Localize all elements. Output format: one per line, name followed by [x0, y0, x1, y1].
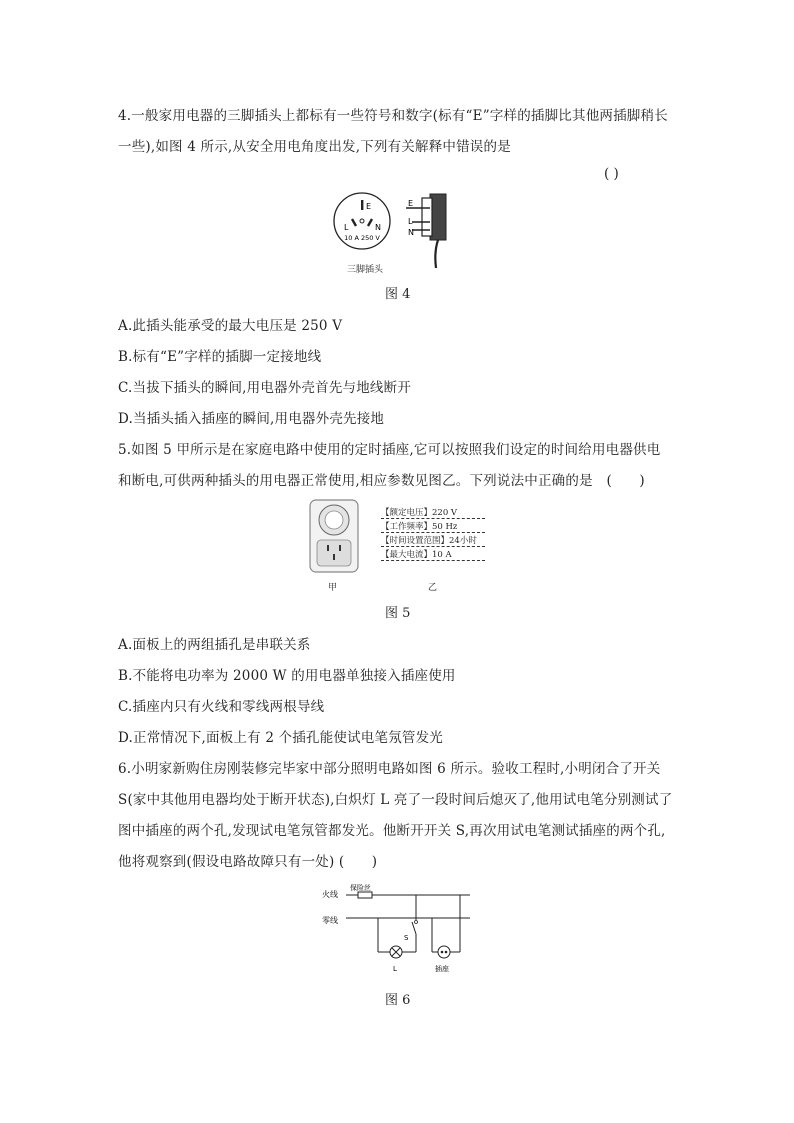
socket-hole-left: [441, 951, 444, 954]
q4-option-a: A.此插头能承受的最大电压是 250 V: [118, 318, 343, 334]
pin-e: [361, 200, 363, 210]
q5-stem-line2: 和断电,可供两种插头的用电器正常使用,相应参数见图乙。下列说法中正确的是 ( ): [118, 473, 645, 489]
param-divider-1: [381, 518, 485, 519]
q6-stem-line4: 他将观察到(假设电路故障只有一处) ( ): [118, 854, 378, 870]
param-divider-3: [381, 546, 485, 547]
q4-stem-line2: 一些),如图 4 所示,从安全用电角度出发,下列有关解释中错误的是: [118, 139, 511, 155]
pin-l: [352, 219, 356, 226]
plug-cord: [435, 240, 438, 268]
side-label-e: E: [408, 199, 414, 208]
side-label-n: N: [408, 228, 414, 237]
q5-option-b: B.不能将电功率为 2000 W 的用电器单独接入插座使用: [118, 668, 456, 684]
label-fuse: 保险丝: [350, 884, 371, 892]
plug-rating: 10 A 250 V: [344, 234, 380, 242]
plug-label-n: N: [375, 223, 381, 232]
pin-n: [368, 219, 372, 226]
q5-option-c: C.插座内只有火线和零线两根导线: [118, 699, 325, 715]
fuse: [358, 892, 372, 898]
figure-4-caption: 图 4: [385, 287, 411, 302]
label-neutral-wire: 零线: [322, 916, 338, 925]
q5-stem-line1: 5.如图 5 甲所示是在家庭电路中使用的定时插座,它可以按照我们设定的时间给用电器供电: [118, 442, 661, 458]
plug-label-l: L: [344, 223, 349, 232]
q6-stem-line1: 6.小明家新购住房刚装修完毕家中部分照明电路如图 6 所示。验收工程时,小明闭合了开关: [118, 761, 661, 777]
label-lamp: L: [393, 965, 397, 973]
q4-option-b: B.标有“E”字样的插脚一定接地线: [118, 349, 322, 365]
param-voltage: 【额定电压】220 V: [381, 508, 458, 518]
socket-hole-2: [339, 545, 341, 551]
param-max-current: 【最大电流】10 A: [381, 550, 452, 560]
q4-stem-line1: 4.一般家用电器的三脚插头上都标有一些符号和数字(标有“E”字样的插脚比其他两插脚稍长: [118, 108, 668, 124]
plug-label-e: E: [366, 202, 372, 211]
socket-hole-1: [327, 545, 329, 551]
side-label-l: L: [408, 217, 413, 226]
socket-hole-3: [333, 554, 335, 560]
figure-6-circuit: [320, 880, 480, 976]
label-yi: 乙: [428, 583, 438, 593]
q4-option-c: C.当拔下插头的瞬间,用电器外壳首先与地线断开: [118, 380, 412, 396]
figure-6-caption: 图 6: [385, 993, 411, 1008]
q4-option-d: D.当插头插入插座的瞬间,用电器外壳先接地: [118, 411, 385, 427]
label-switch: S: [404, 934, 409, 942]
socket-panel: [317, 540, 351, 566]
q5-option-d: D.正常情况下,面板上有 2 个插孔能使试电笔氖管发光: [118, 730, 443, 746]
socket-symbol: [438, 946, 450, 958]
q6-stem-line3: 图中插座的两个孔,发现试电笔氖管都发光。他断开开关 S,再次用试电笔测试插座的两个孔,: [118, 823, 666, 839]
param-divider-4: [381, 560, 485, 561]
socket-hole-right: [445, 951, 448, 954]
switch-contact: [415, 921, 418, 924]
param-frequency: 【工作频率】50 Hz: [381, 522, 458, 532]
timer-dial-inner: [325, 511, 343, 529]
q6-stem-line2: S(家中其他用电器均处于断开状态),白炽灯 L 亮了一段时间后熄灭了,他用试电笔分别测试了: [118, 792, 673, 808]
label-jia: 甲: [328, 583, 338, 593]
label-socket: 插座: [435, 965, 449, 973]
q5-option-a: A.面板上的两组插孔是串联关系: [118, 637, 311, 653]
param-divider-2: [381, 532, 485, 533]
figure-5-timer-socket: [308, 498, 362, 578]
plug-caption: 三脚插头: [347, 265, 384, 275]
figure-5-caption: 图 5: [385, 606, 411, 621]
param-time-range: 【时间设置范围】24小时: [381, 536, 477, 546]
plug-ground-mark: [360, 219, 364, 223]
label-live-wire: 火线: [322, 890, 338, 899]
q4-answer-paren: ( ): [604, 166, 619, 182]
